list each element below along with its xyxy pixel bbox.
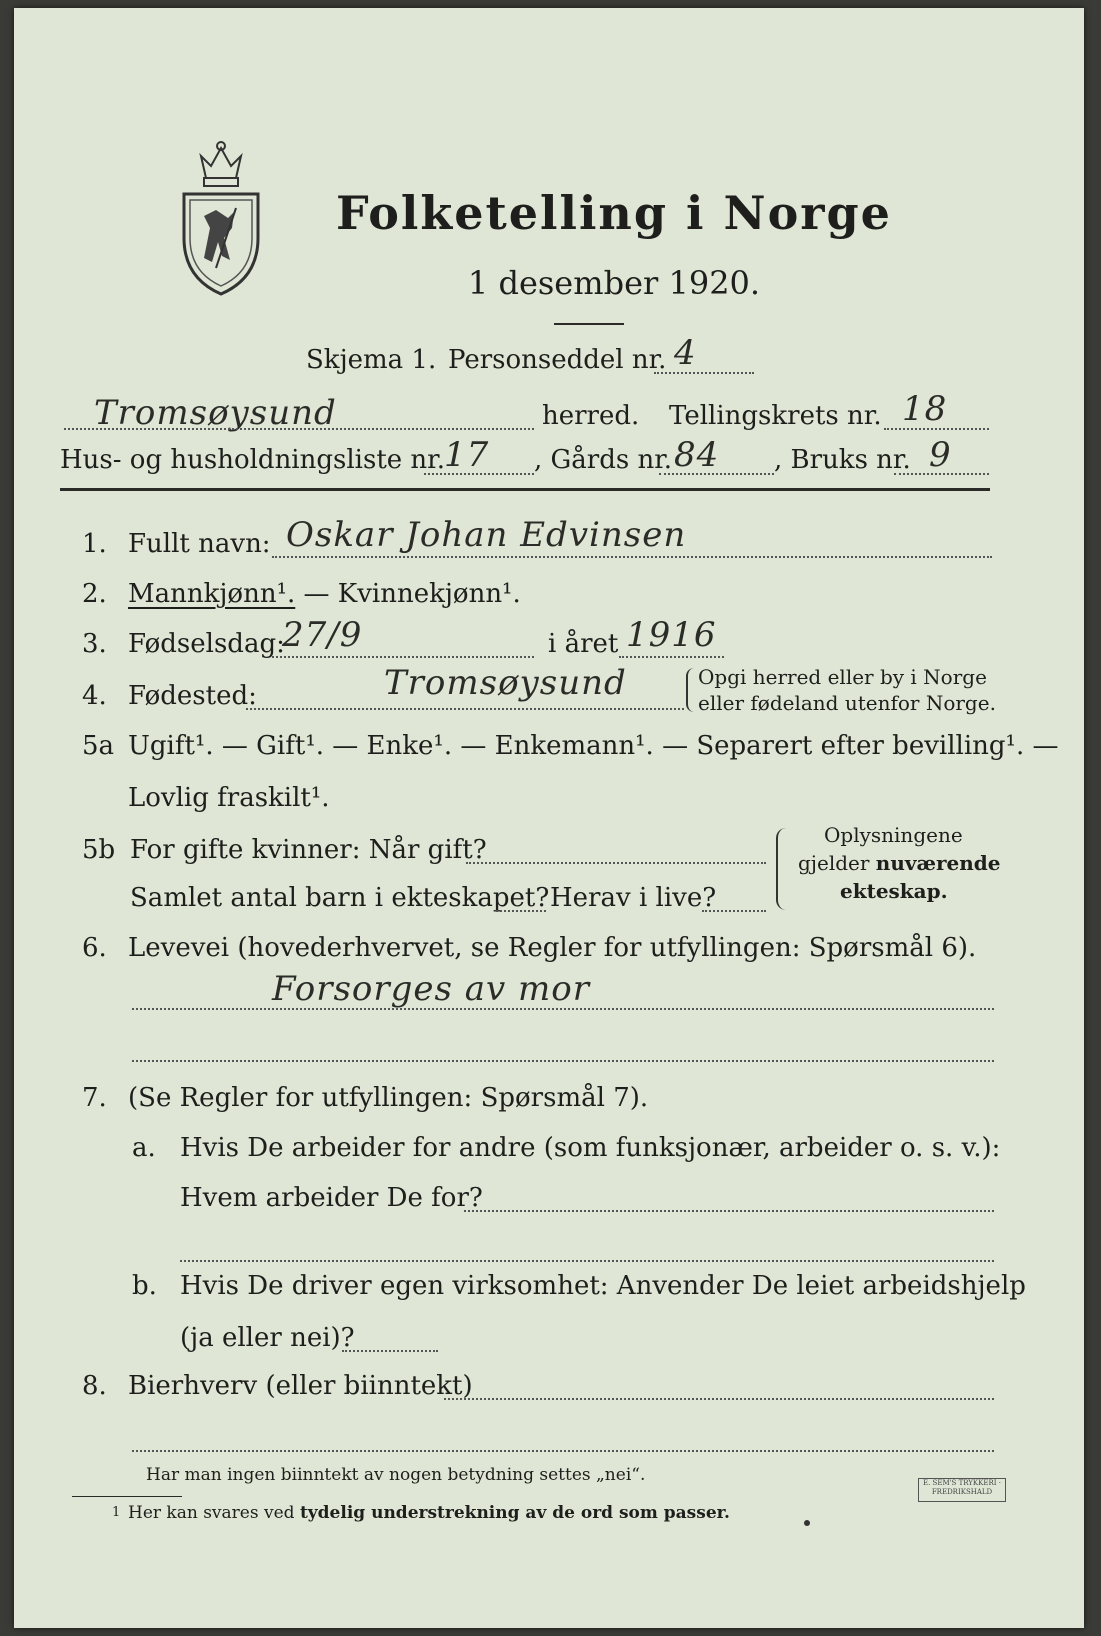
tellingskrets-value: 18 <box>902 389 948 429</box>
q7b-number: b. <box>132 1271 157 1301</box>
herred-value: Tromsøysund <box>94 393 337 433</box>
q4-brace <box>686 668 694 712</box>
gards-line <box>659 473 774 475</box>
q5b-note-gjelder: gjelder <box>798 851 870 875</box>
q7a-answer-line <box>464 1210 994 1212</box>
q2-male: Mannkjønn¹. <box>128 579 296 609</box>
q5b-note-line2 <box>798 850 1001 876</box>
q8-label: Bierhverv (eller biinntekt) <box>128 1371 473 1401</box>
q6-number: 6. <box>82 933 107 963</box>
hus-value: 17 <box>444 435 490 475</box>
ink-dot <box>804 1520 810 1526</box>
form-title: Folketelling i Norge <box>336 186 892 240</box>
q7a-line2: Hvem arbeider De for? <box>180 1183 483 1213</box>
footnote-text-a: Her kan svares ved <box>128 1503 295 1523</box>
q3-year-label: i året <box>548 629 619 659</box>
q2-female: Kvinnekjønn¹. <box>337 579 521 609</box>
q3-line <box>272 656 534 658</box>
q5b-married-line <box>466 862 766 864</box>
q5a-number: 5a <box>82 731 115 761</box>
q5a-line1: Ugift¹. — Gift¹. — Enke¹. — Enkemann¹. — Separert efter bevilling¹. — <box>128 731 1059 761</box>
q3-year-value: 1916 <box>626 615 717 655</box>
gards-label: , Gårds nr. <box>534 445 673 475</box>
q5b-line1: For gifte kvinner: Når gift? <box>130 835 487 865</box>
q5b-alive-line <box>702 910 766 912</box>
q5b-note-current: nuværende <box>875 851 1001 875</box>
q3-number: 3. <box>82 629 107 659</box>
census-form <box>14 8 1084 1628</box>
hus-label: Hus- og husholdningsliste nr. <box>60 445 446 475</box>
q6-line1 <box>132 1008 994 1010</box>
tellingskrets-label: Tellingskrets nr. <box>669 401 882 431</box>
q5b-note-line1: Oplysningene <box>824 823 963 847</box>
personseddel-line <box>654 372 754 374</box>
q5a-line2: Lovlig fraskilt¹. <box>128 783 330 813</box>
q3-year-line <box>619 656 724 658</box>
q7-label: (Se Regler for utfyllingen: Spørsmål 7). <box>128 1083 649 1113</box>
tellingskrets-line <box>884 428 989 430</box>
bruks-value: 9 <box>929 435 952 475</box>
footnote-number: 1 <box>112 1505 121 1520</box>
q4-number: 4. <box>82 681 107 711</box>
header-rule <box>60 488 990 491</box>
q8-line1 <box>444 1398 994 1400</box>
q7b-line2: (ja eller nei)? <box>180 1323 355 1353</box>
q7-number: 7. <box>82 1083 107 1113</box>
q5b-children-line <box>496 910 546 912</box>
title-divider <box>554 323 624 325</box>
census-date: 1 desember 1920. <box>467 264 761 302</box>
q1-line <box>272 556 992 558</box>
bruks-label: , Bruks nr. <box>774 445 911 475</box>
q6-line2 <box>132 1060 994 1062</box>
bruks-line <box>894 473 989 475</box>
q4-value: Tromsøysund <box>384 663 627 703</box>
q2-number: 2. <box>82 579 107 609</box>
herred-label: herred. <box>542 401 640 431</box>
q3-label: Fødselsdag: <box>128 629 285 659</box>
schema-label: Skjema 1. <box>306 345 437 375</box>
q7a-answer-line2 <box>180 1260 994 1262</box>
printer-stamp: E. SEM'S TRYKKERI · FREDRIKSHALD <box>918 1478 1006 1502</box>
q5b-note-line3: ekteskap. <box>840 879 948 903</box>
q6-value: Forsorges av mor <box>272 969 591 1009</box>
q2-options <box>128 578 521 610</box>
footer-note: Har man ingen biinntekt av nogen betydning settes „nei“. <box>146 1465 646 1485</box>
q4-note-line1: Opgi herred eller by i Norge <box>698 665 987 689</box>
q8-number: 8. <box>82 1371 107 1401</box>
q7a-number: a. <box>132 1133 156 1163</box>
q5b-alive-label: Herav i live? <box>550 883 717 913</box>
q7b-answer-line <box>342 1350 438 1352</box>
footnote-text <box>128 1502 730 1524</box>
footnote-text-b: tydelig understrekning av de ord som passer. <box>299 1503 730 1523</box>
gards-value: 84 <box>674 435 720 475</box>
q4-note-line2: eller fødeland utenfor Norge. <box>698 691 996 715</box>
q1-value: Oskar Johan Edvinsen <box>286 515 687 555</box>
q4-label: Fødested: <box>128 681 257 711</box>
herred-line <box>64 428 534 430</box>
personseddel-value: 4 <box>674 333 697 373</box>
personseddel-label: Personseddel nr. <box>448 345 667 375</box>
hus-line <box>424 473 534 475</box>
q5b-number: 5b <box>82 835 116 865</box>
q8-line2 <box>132 1450 994 1452</box>
q1-label: Fullt navn: <box>128 529 271 559</box>
q2-separator: — <box>295 579 338 609</box>
q7a-line1: Hvis De arbeider for andre (som funksjonær, arbeider o. s. v.): <box>180 1133 1001 1163</box>
q5b-brace <box>776 828 786 910</box>
q1-number: 1. <box>82 529 107 559</box>
q7b-line1: Hvis De driver egen virksomhet: Anvender De leiet arbeidshjelp <box>180 1271 1026 1301</box>
q4-line <box>246 708 684 710</box>
q5b-children-label: Samlet antal barn i ekteskapet? <box>130 883 550 913</box>
footnote-rule <box>72 1496 182 1497</box>
q6-label: Levevei (hovederhvervet, se Regler for utfyllingen: Spørsmål 6). <box>128 933 977 963</box>
q3-value: 27/9 <box>282 615 363 655</box>
